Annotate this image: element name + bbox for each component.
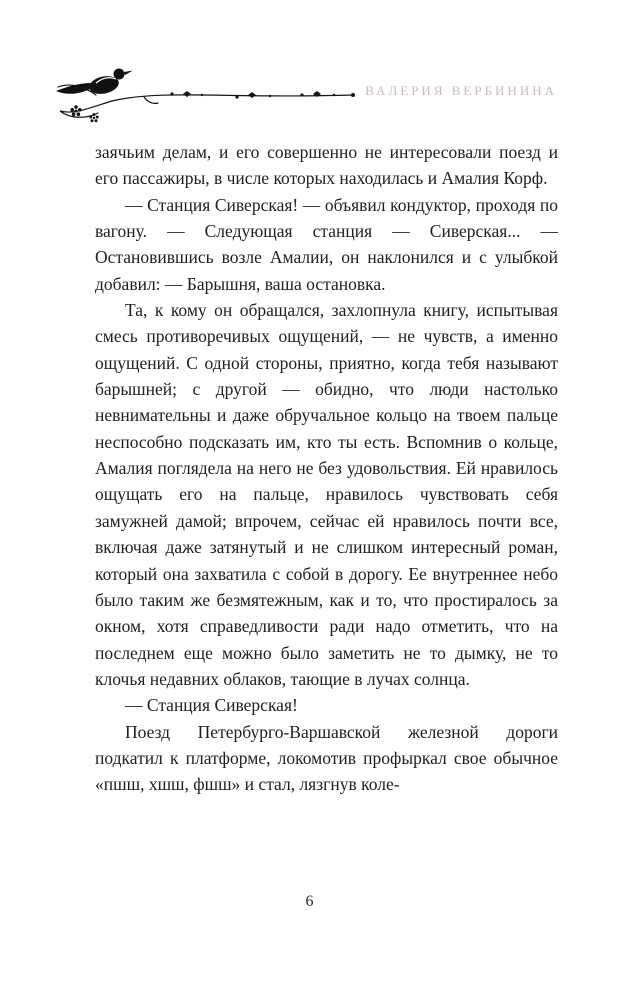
text-block (95, 139, 558, 798)
author-name: ВАЛЕРИЯ ВЕРБИНИНА (365, 83, 557, 98)
page-number: 6 (305, 893, 314, 910)
paragraph: — Станция Сиверская! — объявил кондуктор, проходя по вагону. — Следующая станция — Сиверская... — Остановившись возле Амалии, он наклонился и с улыбкой добавил: — Барышня, ваша остановка. (95, 194, 558, 294)
paragraph: Поезд Петербурго-Варшавской железной дороги подкатил к платформе, локомотив профыркал свое обычное «пшш, хшш, фшш» и стал, лязгнув коле- (95, 721, 558, 795)
page-header (52, 55, 557, 127)
paragraph: Та, к кому он обращался, захлопнула книгу, испытывая смесь противоречивых ощущений, — не чувств, а именно ощущений. С одной стороны, приятно, когда тебя называют барышней; с другой — обидно, что люди настолько невнимательны и даже обручальное кольцо на твоем пальце неспособно подсказать им, кто ты есть. Вспомнив о кольце, Амалия поглядела на него не без удовольствия. Ей нравилось ощущать его на пальце, нравилось чувствовать себя замужней дамой; впрочем, сейчас ей нравилось почти все, включая даже затянутый и не слишком интересный роман, который она захватила с собой в дорогу. Ее внутреннее небо было таким же безмятежным, как и то, что простиралось за окном, хотя справедливости ради надо отметить, что на последнем еще можно было заметить не то дымку, не то клочья недавних облаков, тающие в лучах солнца. (95, 300, 558, 689)
bird-ornament-icon (52, 55, 362, 127)
paragraph: — Станция Сиверская! (125, 695, 298, 716)
paragraph: заячьим делам, и его совершенно не интересовали поезд и его пассажиры, в числе которых находилась и Амалия Корф. (95, 142, 558, 189)
